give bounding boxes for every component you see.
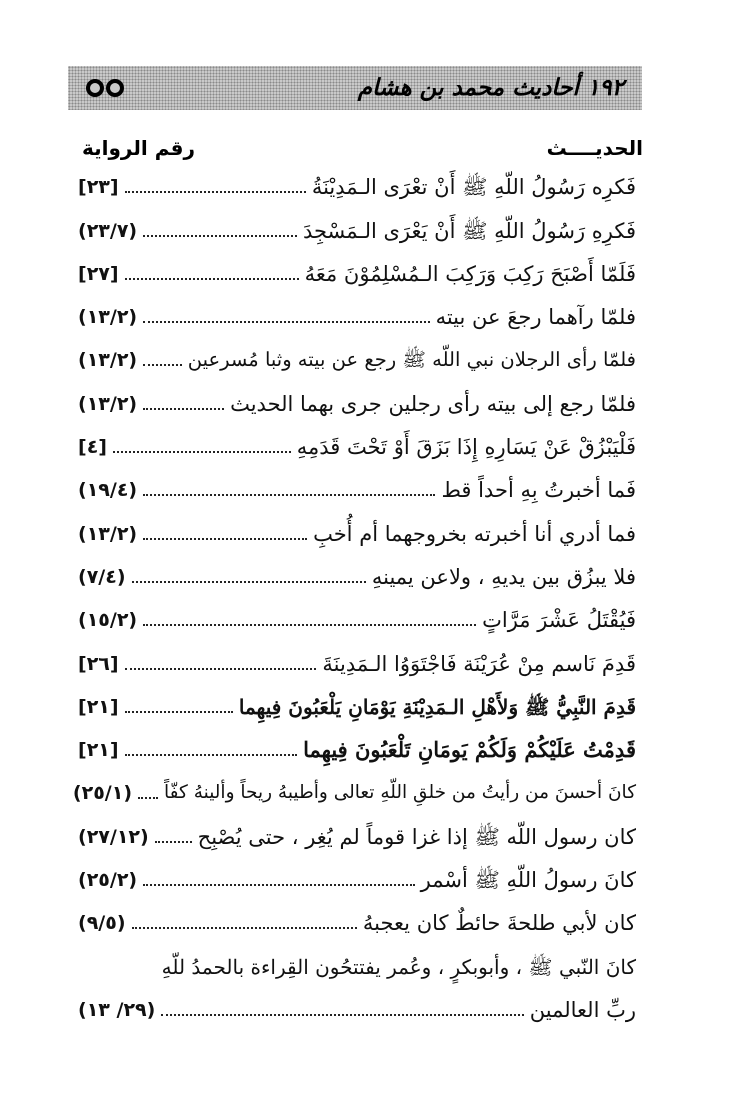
hadith-text: ربِّ العالمين bbox=[529, 997, 636, 1022]
hadith-text: فَلْيَبْزُقْ عَنْ يَسَارِهِ إِذَا بَزَقَ أَوْ تَحْتَ قَدَمِهِ bbox=[296, 435, 636, 460]
narration-ref: (٩/٥) bbox=[78, 912, 126, 935]
narration-ref: (٢٧/١٢) bbox=[78, 825, 149, 848]
dot-leader bbox=[125, 278, 299, 280]
hadith-text: فلمّا رأى الرجلان نبي اللّه ﷺ رجع عن بيته وثبا مُسرعين bbox=[187, 348, 636, 372]
narration-ref: [٢١] bbox=[78, 739, 119, 762]
hadith-text: فلا يبزُق بين يديهِ ، ولاعن يمينهِ bbox=[371, 564, 636, 589]
hadith-text: كان لأبي طلحةَ حائطٌ كان يعجبهُ bbox=[362, 911, 636, 936]
narration-ref: (١٥/٢) bbox=[78, 609, 138, 632]
index-entry-5 bbox=[78, 338, 636, 381]
hadith-text: قَدِمَ نَاسم مِنْ عُرَيْنَة فَاجْتَوَوُا الـمَدِينَةَ bbox=[322, 651, 636, 676]
hadith-text: فلمّا رآهما رجعَ عن بيته bbox=[435, 305, 636, 330]
narration-ref: (١٣/٢) bbox=[78, 349, 138, 372]
dot-leader bbox=[125, 711, 233, 713]
index-entry-4 bbox=[78, 295, 636, 338]
narration-ref: (١٣/٢) bbox=[78, 522, 138, 545]
dot-leader bbox=[143, 235, 297, 237]
index-entry-13 bbox=[78, 685, 636, 728]
dot-leader bbox=[143, 364, 182, 366]
dot-leader bbox=[125, 668, 317, 670]
dot-leader bbox=[138, 797, 158, 799]
index-entry-8 bbox=[78, 468, 636, 511]
narration-ref: (١٣/٢) bbox=[78, 392, 138, 415]
dot-leader bbox=[125, 754, 298, 756]
narration-ref: (١٩/٤) bbox=[78, 479, 138, 502]
index-entry-19 bbox=[78, 944, 636, 987]
column-header-narration-number: رقم الرواية bbox=[82, 136, 195, 160]
dot-leader bbox=[161, 1014, 523, 1016]
index-entry-1 bbox=[78, 165, 636, 208]
index-entry-19-continuation bbox=[78, 988, 636, 1031]
dot-leader bbox=[143, 321, 429, 323]
hadith-text: قَدِمْتُ عَلَيْكُمْ وَلَكُمْ يَومَانِ تَلْعَبُونَ فِيهِما bbox=[303, 737, 636, 763]
index-entry-16 bbox=[78, 814, 636, 857]
index-entry-17 bbox=[78, 858, 636, 901]
narration-ref: (١٣/٢) bbox=[78, 306, 138, 329]
index-list bbox=[72, 165, 636, 1031]
hadith-text: فَيُقْتَلُ عَشْرَ مَرَّاتٍ bbox=[482, 608, 636, 633]
narration-ref: (٢٩/ ١٣) bbox=[78, 998, 156, 1021]
index-entry-3 bbox=[78, 252, 636, 295]
hadith-text: فَكرِهِ رَسُولُ اللّهِ ﷺ أَنْ يَعْرَى الـمَسْجِدَ bbox=[302, 218, 636, 243]
index-entry-9 bbox=[78, 511, 636, 554]
index-entry-7 bbox=[78, 425, 636, 468]
dot-leader bbox=[143, 538, 307, 540]
index-entry-14 bbox=[78, 728, 636, 771]
narration-ref: [٤] bbox=[78, 436, 107, 459]
hadith-text: فَما أخبرتُ بِهِ أحداً قط bbox=[441, 478, 636, 503]
narration-ref: [٢٦] bbox=[78, 652, 119, 675]
index-entry-12 bbox=[78, 641, 636, 684]
narration-ref: [٢١] bbox=[78, 695, 119, 718]
dot-leader bbox=[143, 624, 476, 626]
dot-leader bbox=[143, 408, 224, 410]
hadith-text: كانَ رسولُ اللّهِ ﷺ أسْمر bbox=[420, 868, 636, 893]
dot-leader bbox=[143, 494, 435, 496]
index-entry-11 bbox=[78, 598, 636, 641]
running-header bbox=[68, 66, 642, 110]
ornament-icon bbox=[86, 79, 124, 97]
column-header-hadith: الحديــــث bbox=[546, 136, 643, 160]
index-entry-10 bbox=[78, 555, 636, 598]
hadith-text: كانَ النّبي ﷺ ، وأبوبكرٍ ، وعُمر يفتتحُون القِراءة بالحمدُ للّهِ bbox=[161, 954, 636, 979]
narration-ref: (٢٥/١) bbox=[72, 782, 133, 805]
dot-leader bbox=[143, 884, 415, 886]
narration-ref: [٢٧] bbox=[78, 262, 119, 285]
hadith-text: فما أدري أنا أخبرته بخروجهما أم أُخبِ bbox=[313, 521, 636, 546]
narration-ref: (٧/٤) bbox=[78, 565, 126, 588]
index-entry-15 bbox=[72, 771, 636, 814]
dot-leader bbox=[125, 191, 306, 193]
dot-leader bbox=[113, 451, 291, 453]
hadith-text: فَكرِه رَسُولُ اللّهِ ﷺ أَنْ تعْرَى الـمَدِيْنَةُ bbox=[311, 175, 636, 200]
hadith-text: فَلَمّا أَصْبَحَ رَكِبَ وَرَكِبَ الـمُسْلِمُوْنَ مَعَهُ bbox=[304, 261, 636, 286]
narration-ref: (٢٣/٧) bbox=[78, 219, 138, 242]
hadith-text: كانَ أحسنَ من رأيتُ من خلقِ اللّهِ تعالى وأطيبهُ ريحاً وألينهُ كفّاً bbox=[164, 782, 636, 804]
index-entry-6 bbox=[78, 381, 636, 424]
narration-ref: (٢٥/٢) bbox=[78, 869, 138, 892]
narration-ref: [٢٣] bbox=[78, 176, 119, 199]
page-number-and-title: ١٩٢ أحاديث محمد بن هشام bbox=[357, 75, 624, 101]
hadith-text: كان رسول اللّه ﷺ إذا غزا قوماً لم يُغِر ، حتى يُصْبِح bbox=[197, 824, 636, 849]
index-entry-18 bbox=[78, 901, 636, 944]
dot-leader bbox=[132, 927, 357, 929]
dot-leader bbox=[132, 581, 366, 583]
index-entry-2 bbox=[78, 208, 636, 251]
hadith-text: فلمّا رجع إلى بيته رأى رجلين جرى بهما الحديث bbox=[230, 391, 636, 416]
dot-leader bbox=[155, 841, 192, 843]
hadith-text: قَدِمَ النَّبِيُّ ﷺ وَلأَهْلِ الـمَدِيْنَةِ يَوْمَانِ يَلْعَبُونَ فِيهِما bbox=[238, 694, 636, 719]
